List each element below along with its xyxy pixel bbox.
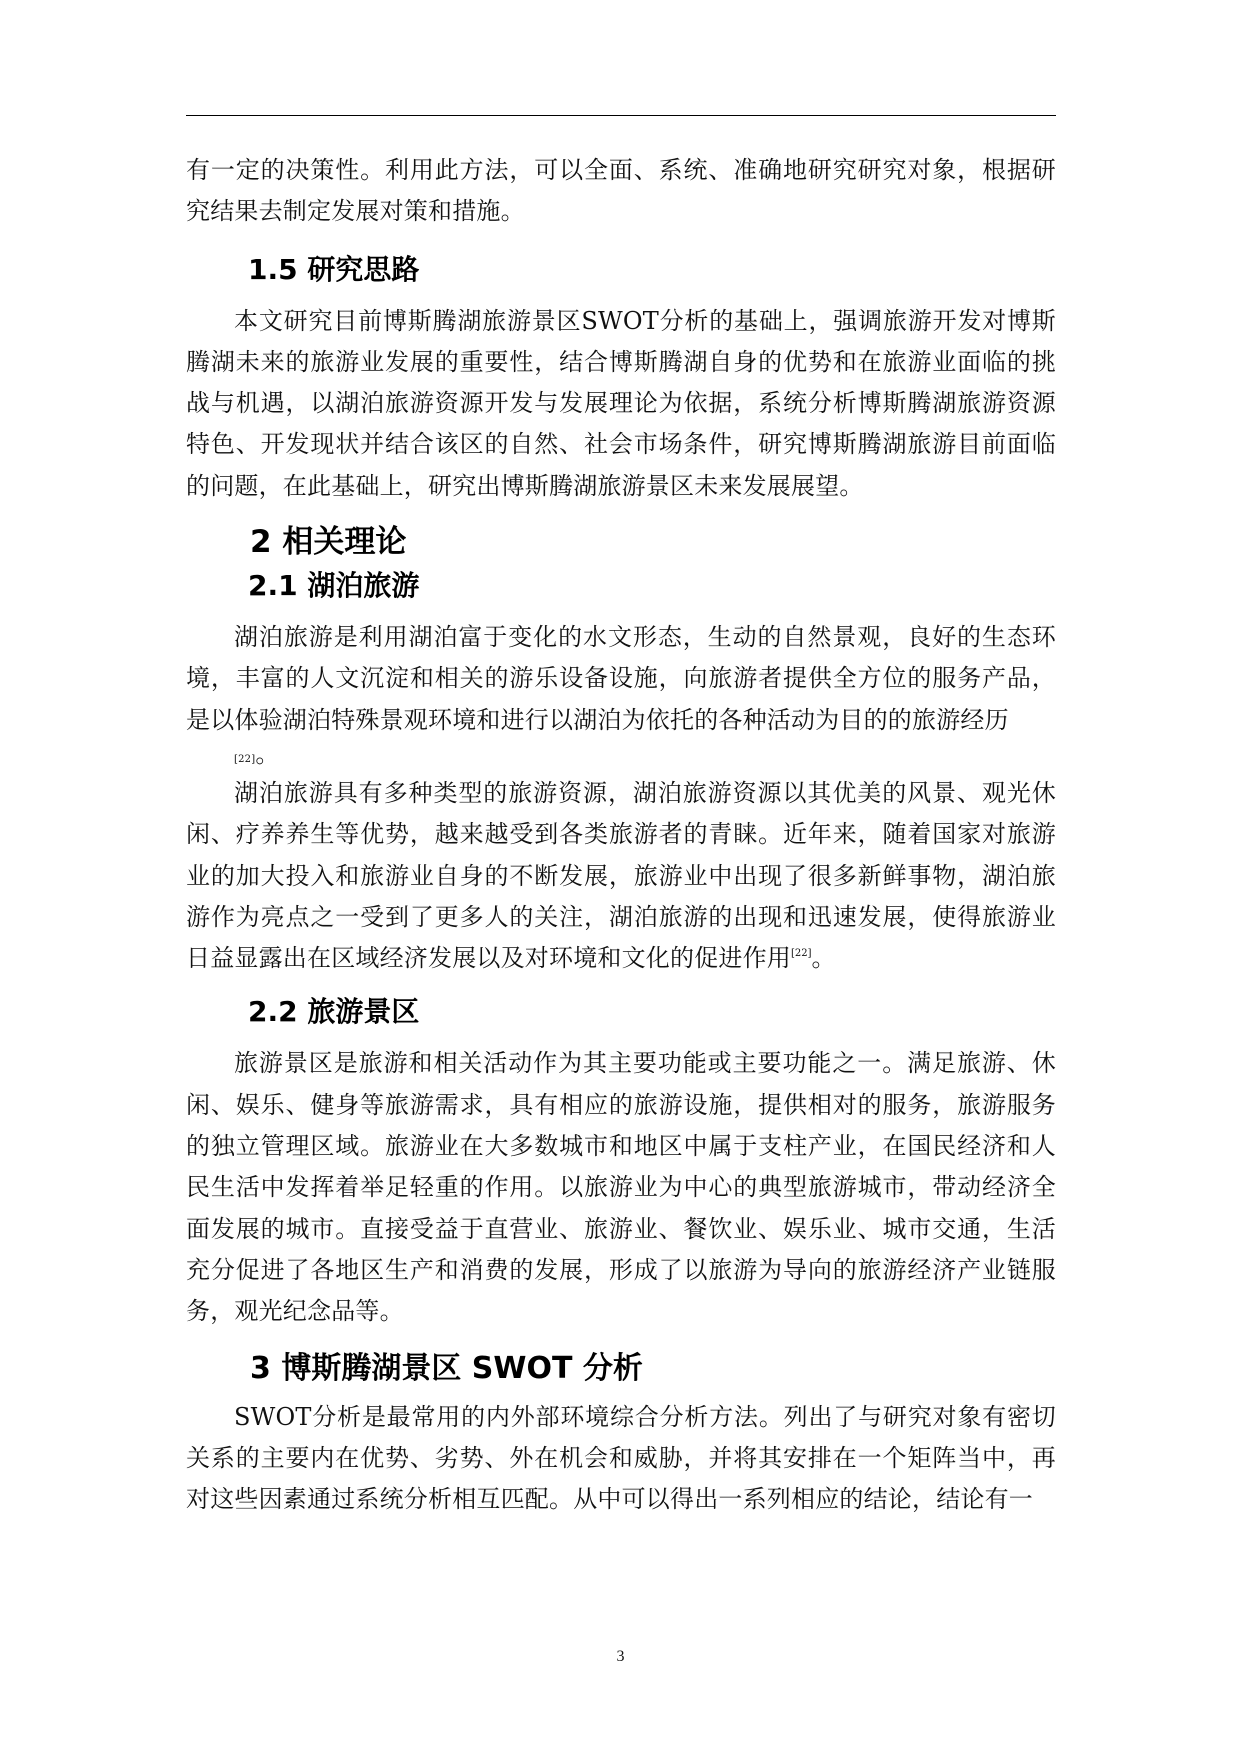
section-2-1-paragraph-2	[186, 773, 1056, 979]
section-2-2-paragraph: 旅游景区是旅游和相关活动作为其主要功能或主要功能之一。满足旅游、休闲、娱乐、健身等旅游需求，具有相应的旅游设施，提供相对的服务，旅游服务的独立管理区域。旅游业在大多数城市和地区中属于支柱产业，在国民经济和人民生活中发挥着举足轻重的作用。以旅游业为中心的典型旅游城市，带动经济全面发展的城市。直接受益于直营业、旅游业、餐饮业、娱乐业、城市交通，生活充分促进了各地区生产和消费的发展，形成了以旅游为导向的旅游经济产业链服务，观光纪念品等。	[186, 1049, 1056, 1326]
section-1-5-paragraph: 本文研究目前博斯腾湖旅游景区SWOT分析的基础上，强调旅游开发对博斯腾湖未来的旅游业发展的重要性，结合博斯腾湖自身的优势和在旅游业面临的挑战与机遇，以湖泊旅游资源开发与发展理论为依据，系统分析博斯腾湖旅游资源特色、开发现状并结合该区的自然、社会市场条件，研究博斯腾湖旅游目前面临的问题，在此基础上，研究出博斯腾湖旅游景区未来发展展望。	[186, 306, 1056, 500]
chapter-3-heading: 3 博斯腾湖景区 SWOT 分析	[250, 1350, 643, 1386]
section-2-1-paragraph-1	[186, 617, 1056, 773]
page-content	[186, 150, 1056, 1520]
section-2-1-paragraph-2-text: 湖泊旅游具有多种类型的旅游资源，湖泊旅游资源以其优美的风景、观光休闲、疗养养生等优势，越来越受到各类旅游者的青睐。近年来，随着国家对旅游业的加大投入和旅游业自身的不断发展，旅游业中出现了很多新鲜事物，湖泊旅游作为亮点之一受到了更多人的关注，湖泊旅游的出现和迅速发展，使得旅游业日益显露出在区域经济发展以及对环境和文化的促进作用	[186, 778, 1056, 973]
page-number: 3	[616, 1648, 625, 1665]
intro-continued-paragraph: 有一定的决策性。利用此方法，可以全面、系统、准确地研究研究对象，根据研究结果去制定发展对策和措施。	[186, 156, 1056, 226]
section-2-2-heading: 2.2 旅游景区	[248, 995, 420, 1029]
citation-ref-22-text: [22]	[234, 753, 256, 765]
chapter-3-paragraph: SWOT分析是最常用的内外部环境综合分析方法。列出了与研究对象有密切关系的主要内在优势、劣势、外在机会和威胁，并将其安排在一个矩阵当中，再对这些因素通过系统分析相互匹配。从中可以得出一系列相应的结论，结论有一	[186, 1402, 1056, 1514]
citation-ref-22	[186, 741, 1056, 773]
section-1-5-heading: 1.5 研究思路	[248, 252, 420, 286]
chapter-2-heading: 2 相关理论	[250, 524, 407, 561]
citation-ref-22-b: [22]	[791, 948, 812, 960]
section-2-1-heading: 2.1 湖泊旅游	[248, 569, 420, 603]
section-2-1-paragraph-1-text: 湖泊旅游是利用湖泊富于变化的水文形态，生动的自然景观，良好的生态环境，丰富的人文沉淀和相关的游乐设备设施，向旅游者提供全方位的服务产品，是以体验湖泊特殊景观环境和进行以湖泊为依托的各种活动为目的的旅游经历	[186, 623, 1056, 734]
section-2-1-paragraph-1-end: 。	[255, 739, 280, 768]
header-rule	[186, 115, 1056, 116]
section-2-1-paragraph-2-end: 。	[811, 944, 836, 973]
